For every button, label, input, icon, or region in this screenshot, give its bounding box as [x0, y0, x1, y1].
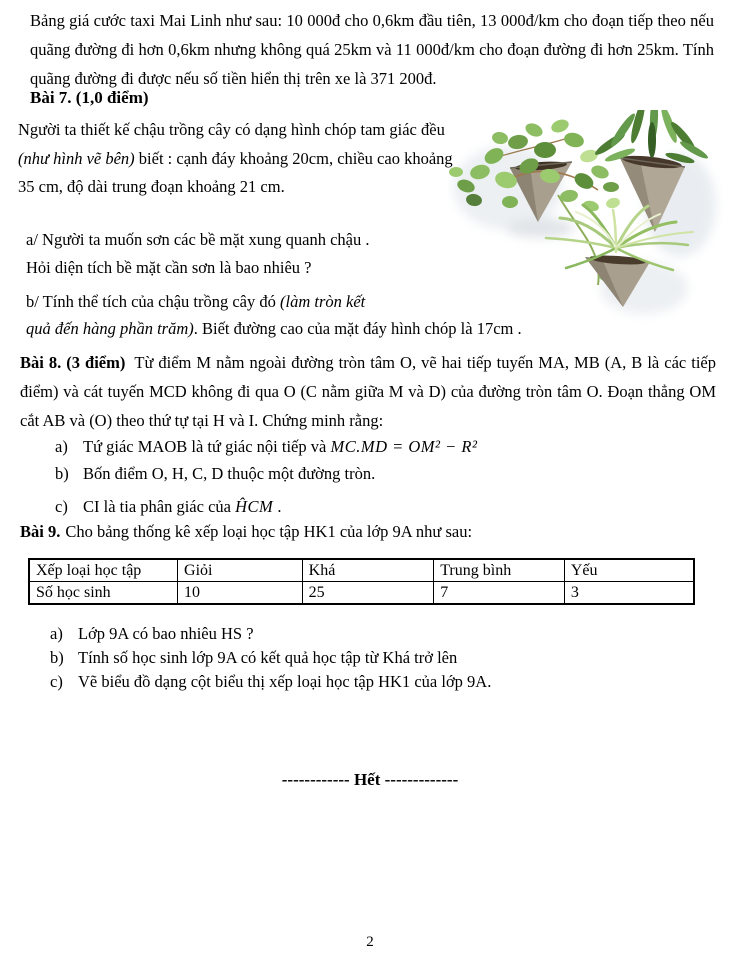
table-cell: 7 — [434, 582, 565, 605]
part-b-italic-2: quả đến hàng phần trăm) — [26, 319, 194, 338]
part-b-text-1: b/ Tính thể tích của chậu trồng cây đó — [26, 292, 280, 311]
item-marker: a) — [55, 437, 68, 456]
table-cell: 25 — [302, 582, 434, 605]
table-cell: Khá — [302, 559, 434, 582]
bai9-heading: Bài 9. — [20, 522, 61, 541]
part-a-line-1: a/ Người ta muốn sơn các bề mặt xung quanh chậu . — [26, 230, 370, 249]
bai8-item-a — [55, 433, 477, 460]
table-header-row — [29, 559, 694, 582]
bai9-table — [28, 558, 695, 605]
bai9-item-a — [50, 622, 491, 646]
item-text — [83, 493, 282, 520]
bai8-heading: Bài 8. (3 điểm) — [20, 353, 126, 372]
intro-paragraph: Bảng giá cước taxi Mai Linh như sau: 10 000đ cho 0,6km đầu tiên, 13 000đ/km cho đoạn tiếp theo nếu quãng đường đi hơn 0,6km nhưng không quá 25km và 11 000đ/km cho đoạn đường đi hơn 25km. Tính quãng đường đi được nếu số tiền hiển thị trên xe là 371 200đ. — [30, 11, 714, 88]
table-cell: Giỏi — [178, 559, 303, 582]
bai8-intro-text: Từ điểm M nằm ngoài đường tròn tâm O, vẽ hai tiếp tuyến MA, MB (A, B là các tiếp điểm) và cát tuyến MCD không đi qua O (C nằm giữa M và D) của đường tròn tâm O. Đoạn thẳng OM cắt AB và (O) theo thứ tự tại H và I. Chứng minh rằng: — [20, 353, 716, 430]
bai8-item-a-formula: MC.MD = OM² − R² — [330, 437, 478, 456]
bai8-item-b-text: Bốn điểm O, H, C, D thuộc một đường tròn. — [83, 464, 376, 483]
table-cell: Trung bình — [434, 559, 565, 582]
bai9-item-c — [50, 670, 491, 694]
bai8-item-c — [55, 493, 477, 520]
bai8-item-a-text: Tứ giác MAOB là tứ giác nội tiếp và — [83, 437, 331, 456]
table-value-row — [29, 582, 694, 605]
bai9-intro-text: Cho bảng thống kê xếp loại học tập HK1 của lớp 9A như sau: — [65, 522, 473, 541]
bai9-item-c-text: Vẽ biểu đồ dạng cột biểu thị xếp loại học tập HK1 của lớp 9A. — [78, 672, 492, 691]
item-marker: c) — [50, 672, 63, 691]
table-cell: Xếp loại học tập — [29, 559, 178, 582]
item-marker: a) — [50, 624, 63, 643]
bai8-item-c-text: CI là tia phân giác của — [83, 497, 236, 516]
table-cell: Số học sinh — [29, 582, 178, 605]
part-b-italic-1: (làm tròn kết — [280, 292, 366, 311]
page-number: 2 — [366, 934, 374, 950]
item-marker: c) — [55, 497, 68, 516]
bai7-part-a — [26, 226, 466, 282]
bai9-items — [50, 622, 491, 694]
item-text — [83, 433, 477, 460]
table-cell: Yếu — [564, 559, 694, 582]
bai8-paragraph — [20, 348, 716, 435]
bai7-heading: Bài 7. (1,0 điểm) — [30, 88, 149, 107]
bai7-part-b — [26, 288, 646, 342]
bai7-body — [18, 116, 458, 202]
bai9-item-a-text: Lớp 9A có bao nhiêu HS ? — [78, 624, 254, 643]
bai9-item-b — [50, 646, 491, 670]
bai8-item-c-angle: ĤCM — [235, 497, 274, 516]
item-marker: b) — [50, 648, 64, 667]
bai9-item-b-text: Tính số học sinh lớp 9A có kết quả học tập từ Khá trở lên — [78, 648, 458, 667]
end-marker: ------------ Hết ------------- — [281, 770, 459, 789]
table-cell: 3 — [564, 582, 694, 605]
bai8-item-b — [55, 460, 477, 487]
bai7-body-italic: (như hình vẽ bên) — [18, 148, 135, 168]
bai7-body-text-1: Người ta thiết kế chậu trồng cây có dạng hình chóp tam giác đều — [18, 120, 445, 139]
table-cell: 10 — [178, 582, 303, 605]
bai8-items — [55, 433, 477, 520]
part-a-line-2: Hỏi diện tích bề mặt cần sơn là bao nhiêu ? — [26, 258, 312, 277]
part-b-text-2: . Biết đường cao của mặt đáy hình chóp là 17cm . — [193, 319, 522, 338]
bai8-item-c-suffix: . — [273, 497, 282, 516]
item-marker: b) — [55, 464, 69, 483]
bai7-body-text-2: biết : cạnh đáy khoảng 20cm, chiều cao khoảng 35 cm, độ dài trung đoạn khoảng 21 cm. — [18, 148, 453, 196]
bai9-paragraph — [20, 518, 720, 546]
